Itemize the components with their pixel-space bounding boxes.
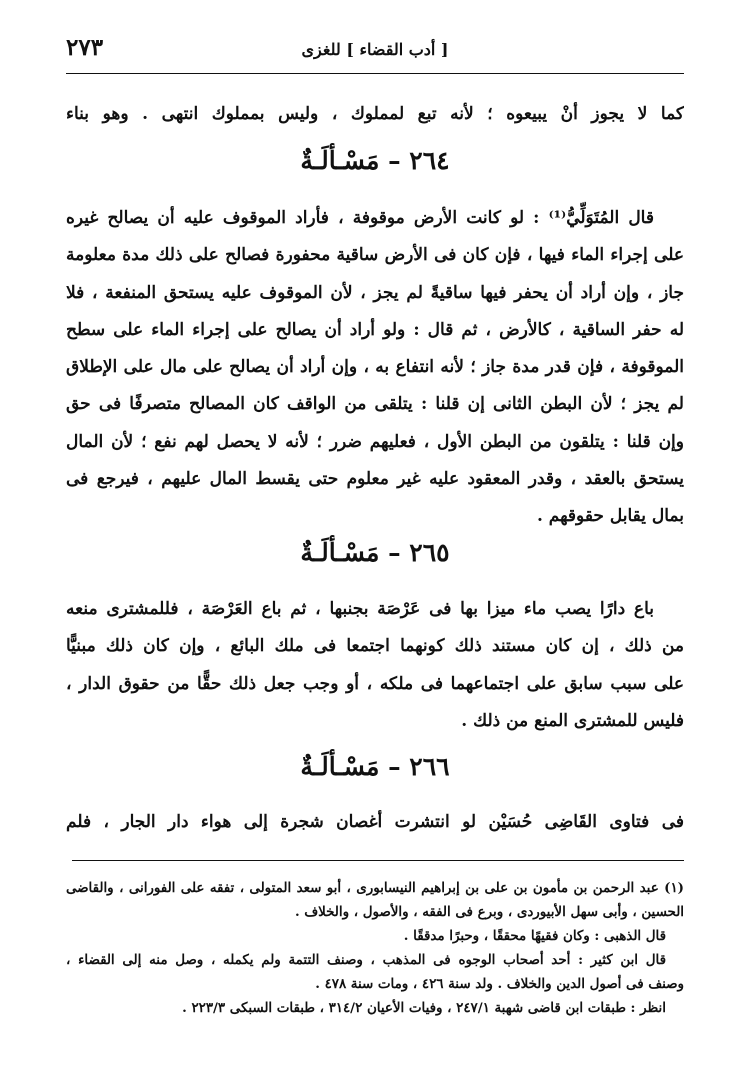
section-264-line-7: وإن قلنا : يتلقون من البطن الأول ، فعليهم ضرر ؛ لأنه لا يحصل لهم نفع ؛ لأن المال bbox=[66, 431, 684, 452]
footnote-line-4: قال ابن كثير : أحد أصحاب الوجوه فى المذهب ، وصنف التتمة ولم يكمله ، وصل منه إلى القضاء ، bbox=[66, 952, 666, 968]
section-264-line-6: لم يجز ؛ لأن البطن الثانى إن قلنا : يتلقى من الواقف كان المصالح متصرفًا فى حق bbox=[66, 394, 684, 415]
section-265-line-4: فليس للمشترى المنع من ذلك . bbox=[461, 710, 684, 731]
section-264-body bbox=[66, 200, 684, 536]
opening-line: كما لا يجوز أنْ يبيعوه ؛ لأنه تبع لمملوك ، وليس بمملوك انتهى . وهو بناء bbox=[66, 104, 684, 124]
page-number: ٢٧٣ bbox=[66, 34, 104, 61]
section-264-line-5: الموقوفة ، فإن قدر مدة جاز ؛ لأنه انتفاع به ، وإن أراد أن يصالح على مال على الإطلاق bbox=[66, 357, 684, 378]
footnote-line-3: قال الذهبى : وكان فقيهًا محققًا ، وحبرًا مدققًا . bbox=[403, 928, 666, 944]
footnotes bbox=[66, 876, 684, 1020]
section-266-title: ٢٦٦ – مَسْـألَـةٌ bbox=[300, 752, 450, 781]
section-264-line-8: يستحق بالعقد ، وقدر المعقود عليه غير معلوم حتى يقسط المال عليهم ، فيرجع فى bbox=[66, 469, 684, 490]
section-264-line-9: بمال يقابل حقوقهم . bbox=[536, 506, 684, 527]
section-264-line-3: جاز ، وإن أراد أن يحفر فيها ساقيةً لم يجز ، لأن الموقوف عليه يستحق المنفعة ، فلا bbox=[66, 282, 684, 303]
header-rule bbox=[66, 73, 684, 74]
section-264-line-4: له حفر الساقية ، كالأرض ، ثم قال : ولو أراد أن يصالح على إجراء الماء على سطح bbox=[66, 319, 684, 340]
footnote-rule bbox=[72, 860, 684, 861]
running-header bbox=[66, 34, 684, 68]
section-265-body bbox=[66, 591, 684, 740]
footnote-line-6: انظر : طبقات ابن قاضى شهبة ٢٤٧/١ ، وفيات الأعيان ٣١٤/٢ ، طبقات السبكى ٢٢٣/٣ . bbox=[182, 1000, 666, 1016]
section-264-line-2: على إجراء الماء فيها ، فإن كان فى الأرض ساقية محفورة فصالح على ذلك مدة معلومة bbox=[66, 245, 684, 266]
footnote-line-1: (١) عبد الرحمن بن مأمون بن على بن إبراهيم النيسابورى ، أبو سعد المتولى ، تفقه على الفورانى ، والقاضى bbox=[66, 880, 684, 896]
footnote-line-5: وصنف فى أصول الدين والخلاف . ولد سنة ٤٢٦ ، ومات سنة ٤٧٨ . bbox=[315, 976, 684, 992]
section-264-line-1: قال المُتَوَلِّيُّ⁽¹⁾ : لو كانت الأرض موقوفة ، فأراد الموقوف عليه أن يصالح غيره bbox=[66, 208, 654, 228]
section-265-title: ٢٦٥ – مَسْـألَـةٌ bbox=[300, 538, 450, 567]
footnote-line-2: الحسين ، وأبى سهل الأبيوردى ، وبرع فى الفقه ، والأصول ، والخلاف . bbox=[294, 904, 684, 920]
section-265-line-2: من ذلك ، إن كان مستند ذلك كونهما اجتمعا فى ملك البائع ، وإن كان ذلك مبنيًّا bbox=[66, 636, 684, 657]
opening-paragraph bbox=[66, 96, 684, 133]
section-265-line-3: على سبب سابق على اجتماعهما فى ملكه ، أو وجب جعل ذلك حقًّا من حقوق الدار ، bbox=[66, 673, 684, 694]
section-265-line-1: باع دارًا يصب ماء ميزا بها فى عَرْصَة بجنبها ، ثم باع العَرْصَة ، فللمشترى منعه bbox=[66, 599, 654, 619]
section-264-title: ٢٦٤ – مَسْـألَـةٌ bbox=[300, 146, 450, 175]
section-266-line-1: فى فتاوى القَاضِى حُسَيْن لو انتشرت أغصان شجرة إلى هواء دار الجار ، فلم bbox=[66, 812, 684, 832]
header-title: [ أدب القضاء ] للغزى bbox=[301, 40, 449, 59]
section-266-body bbox=[66, 804, 684, 841]
